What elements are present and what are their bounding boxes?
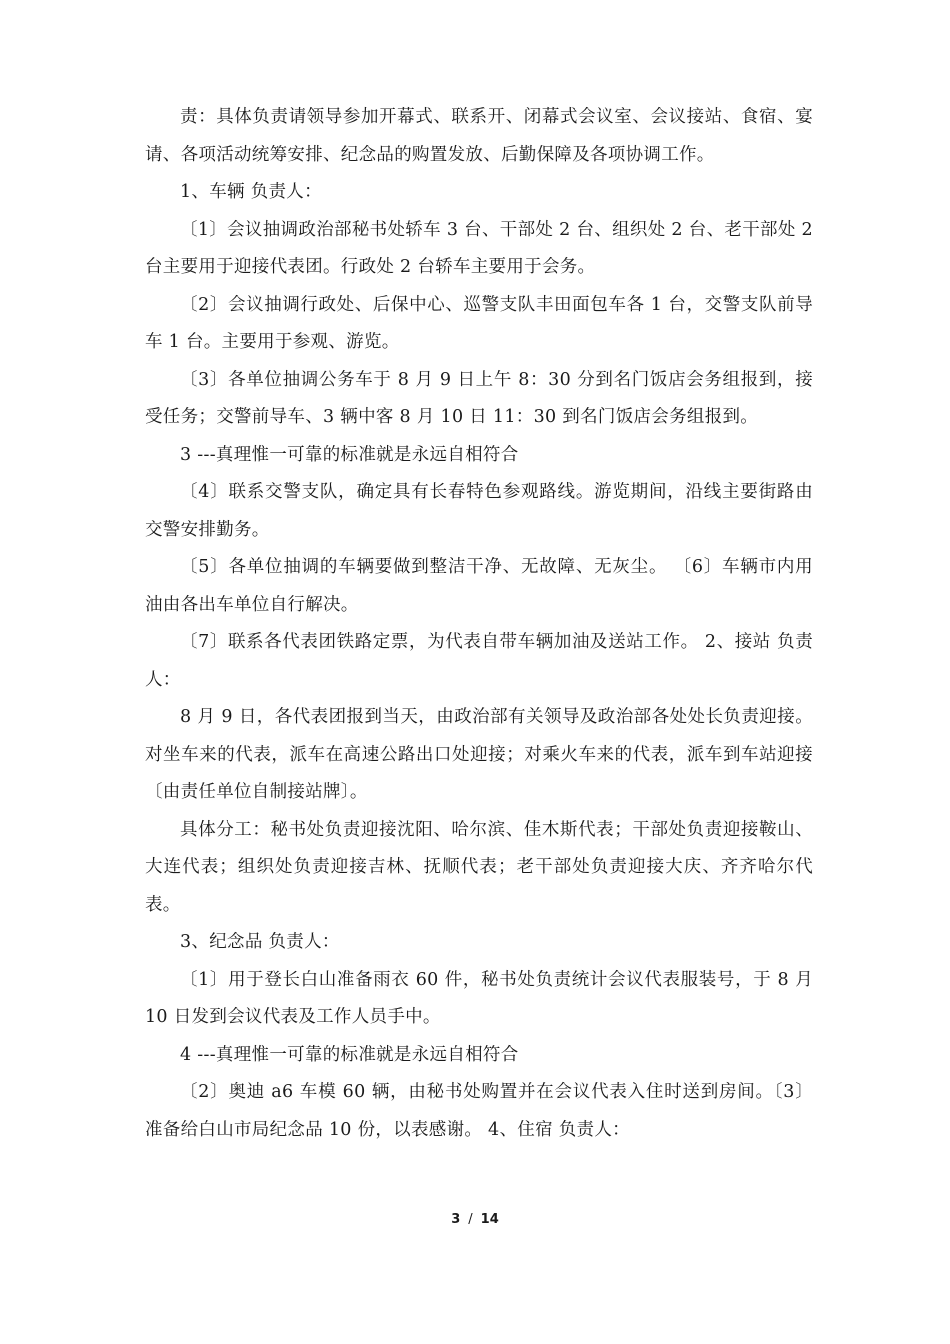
paragraph-vehicles-item-3: 〔3〕各单位抽调公务车于 8 月 9 日上午 8：30 分到名门饭店会务组报到，接受任务；交警前导车、3 辆中客 8 月 10 日 11：30 到名门饭店会务组报到。 [145,369,813,427]
document-body [145,99,813,1149]
paragraph-responsibilities: 责：具体负责请领导参加开幕式、联系开、闭幕式会议室、会议接站、食宿、宴请、各项活动统筹安排、纪念品的购置发放、后勤保障及各项协调工作。 [145,107,813,165]
paragraph-vehicles-item-2: 〔2〕会议抽调行政处、后保中心、巡警支队丰田面包车各 1 台，交警支队前导车 1 台。主要用于参观、游览。 [145,294,813,352]
paragraph-vehicles-item-4: 〔4〕联系交警支队，确定具有长春特色参观路线。游览期间，沿线主要街路由交警安排勤务。 [145,482,813,540]
paragraph-vehicles-heading: 1、车辆 负责人： [180,182,322,202]
paragraph-souvenir-heading: 3、纪念品 负责人： [180,932,340,952]
current-page-number: 3 [451,1212,461,1227]
page-separator: / [468,1212,473,1227]
paragraph-pickup-division: 具体分工：秘书处负责迎接沈阳、哈尔滨、佳木斯代表；干部处负责迎接鞍山、大连代表；组织处负责迎接吉林、抚顺代表；老干部处负责迎接大庆、齐齐哈尔代表。 [145,819,813,915]
paragraph-quote-4: 4 ---真理惟一可靠的标准就是永远自相符合 [180,1044,519,1065]
page-number [0,1212,950,1227]
paragraph-pickup: 8 月 9 日，各代表团报到当天，由政治部有关领导及政治部各处处长负责迎接。对坐车来的代表，派车在高速公路出口处迎接；对乘火车来的代表，派车到车站迎接〔由责任单位自制接站牌〕。 [145,707,813,802]
paragraph-vehicles-item-7: 〔7〕联系各代表团铁路定票，为代表自带车辆加油及送站工作。 2、接站 负责人： [145,632,813,690]
total-pages-number: 14 [480,1212,499,1227]
paragraph-souvenir-item-2-3: 〔2〕奥迪 a6 车模 60 辆，由秘书处购置并在会议代表入住时送到房间。〔3〕准备给白山市局纪念品 10 份，以表感谢。 4、住宿 负责人： [145,1082,813,1140]
paragraph-vehicles-item-1: 〔1〕会议抽调政治部秘书处轿车 3 台、干部处 2 台、组织处 2 台、老干部处 2 台主要用于迎接代表团。行政处 2 台轿车主要用于会务。 [145,219,813,277]
paragraph-vehicles-item-5-6: 〔5〕各单位抽调的车辆要做到整洁干净、无故障、无灰尘。 〔6〕车辆市内用油由各出车单位自行解决。 [145,557,813,615]
paragraph-souvenir-item-1: 〔1〕用于登长白山准备雨衣 60 件，秘书处负责统计会议代表服装号，于 8 月 10 日发到会议代表及工作人员手中。 [145,969,813,1027]
paragraph-quote-3: 3 ---真理惟一可靠的标准就是永远自相符合 [180,444,519,465]
